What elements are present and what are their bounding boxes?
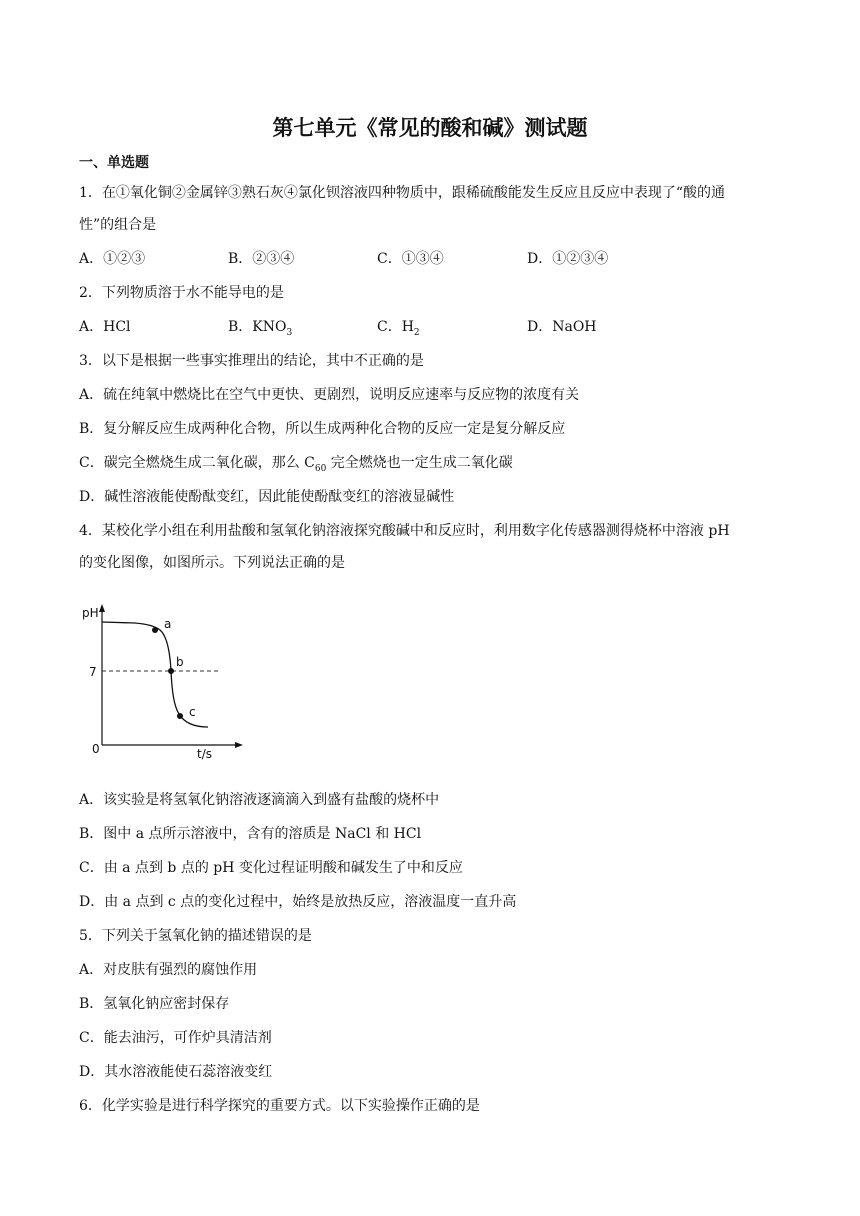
q4-option-b: B．图中 a 点所示溶液中，含有的溶质是 NaCl 和 HCl — [79, 826, 422, 842]
section-heading: 一、单选题 — [79, 155, 149, 171]
q1-option-d: D．①②③④ — [527, 251, 609, 267]
q2-stem: 2．下列物质溶于水不能导电的是 — [79, 285, 284, 301]
y-axis-label: pH — [82, 606, 99, 620]
q3-stem: 3．以下是根据一些事实推理出的结论，其中不正确的是 — [79, 353, 424, 369]
q2-option-d: D．NaOH — [527, 319, 597, 335]
q3-option-b: B．复分解反应生成两种化合物，所以生成两种化合物的反应一定是复分解反应 — [79, 421, 566, 437]
x-axis-label: t/s — [197, 747, 212, 760]
q2-option-c — [377, 316, 420, 338]
point-c — [177, 713, 183, 719]
q2-option-b-text: B．KNO — [228, 319, 287, 335]
point-c-label: c — [189, 705, 196, 719]
point-b — [168, 668, 174, 674]
q3-option-c — [79, 452, 513, 474]
q4-option-c: C．由 a 点到 b 点的 pH 变化过程证明酸和碱发生了中和反应 — [79, 860, 463, 876]
q3-option-c-text-end: 完全燃烧也一定生成二氧化碳 — [326, 455, 513, 471]
q3-option-a: A．硫在纯氧中燃烧比在空气中更快、更剧烈，说明反应速率与反应物的浓度有关 — [79, 387, 580, 403]
origin-label: 0 — [92, 742, 100, 756]
q2-option-a: A．HCl — [79, 319, 131, 335]
point-a — [152, 627, 158, 633]
q4-stem-line1: 4．某校化学小组在利用盐酸和氢氧化钠溶液探究酸碱中和反应时，利用数字化传感器测得烧杯中溶液 pH — [79, 523, 730, 539]
q3-option-d: D．碱性溶液能使酚酞变红，因此能使酚酞变红的溶液显碱性 — [79, 489, 455, 505]
q2-option-b — [228, 316, 292, 338]
x-axis-arrow — [235, 742, 243, 748]
y-axis-arrow — [99, 604, 105, 612]
ph-chart — [75, 600, 250, 760]
q6-stem: 6．化学实验是进行科学探究的重要方式。以下实验操作正确的是 — [79, 1098, 480, 1114]
q2-option-b-subscript: 3 — [286, 327, 293, 338]
q5-option-d: D．其水溶液能使石蕊溶液变红 — [79, 1064, 273, 1080]
q4-option-a: A．该实验是将氢氧化钠溶液逐滴滴入到盛有盐酸的烧杯中 — [79, 792, 440, 808]
q1-option-c: C．①③④ — [377, 251, 444, 267]
q5-option-c: C．能去油污，可作炉具清洁剂 — [79, 1030, 272, 1046]
y-tick-7: 7 — [89, 665, 97, 679]
q2-option-c-subscript: 2 — [413, 327, 420, 338]
q4-option-d: D．由 a 点到 c 点的变化过程中，始终是放热反应，溶液温度一直升高 — [79, 894, 517, 910]
q5-option-b: B．氢氧化钠应密封保存 — [79, 996, 230, 1012]
q4-stem-line2: 的变化图像，如图所示。下列说法正确的是 — [79, 555, 345, 571]
q5-stem: 5．下列关于氢氧化钠的描述错误的是 — [79, 928, 312, 944]
point-b-label: b — [176, 655, 184, 669]
q1-option-a: A．①②③ — [79, 251, 146, 267]
q1-option-b: B．②③④ — [228, 251, 295, 267]
page-title: 第七单元《常见的酸和碱》测试题 — [272, 116, 588, 140]
q2-option-c-text: C．H — [377, 319, 414, 335]
point-a-label: a — [164, 617, 172, 631]
q5-option-a: A．对皮肤有强烈的腐蚀作用 — [79, 962, 258, 978]
q1-stem-line2: 性”的组合是 — [79, 217, 157, 233]
q1-stem-line1: 1．在①氧化铜②金属锌③熟石灰④氯化钡溶液四种物质中，跟稀硫酸能发生反应且反应中表现了“酸的通 — [79, 185, 726, 201]
q3-option-c-subscript: 60 — [314, 463, 327, 474]
q3-option-c-text: C．碳完全燃烧生成二氧化碳，那么 C — [79, 455, 315, 471]
